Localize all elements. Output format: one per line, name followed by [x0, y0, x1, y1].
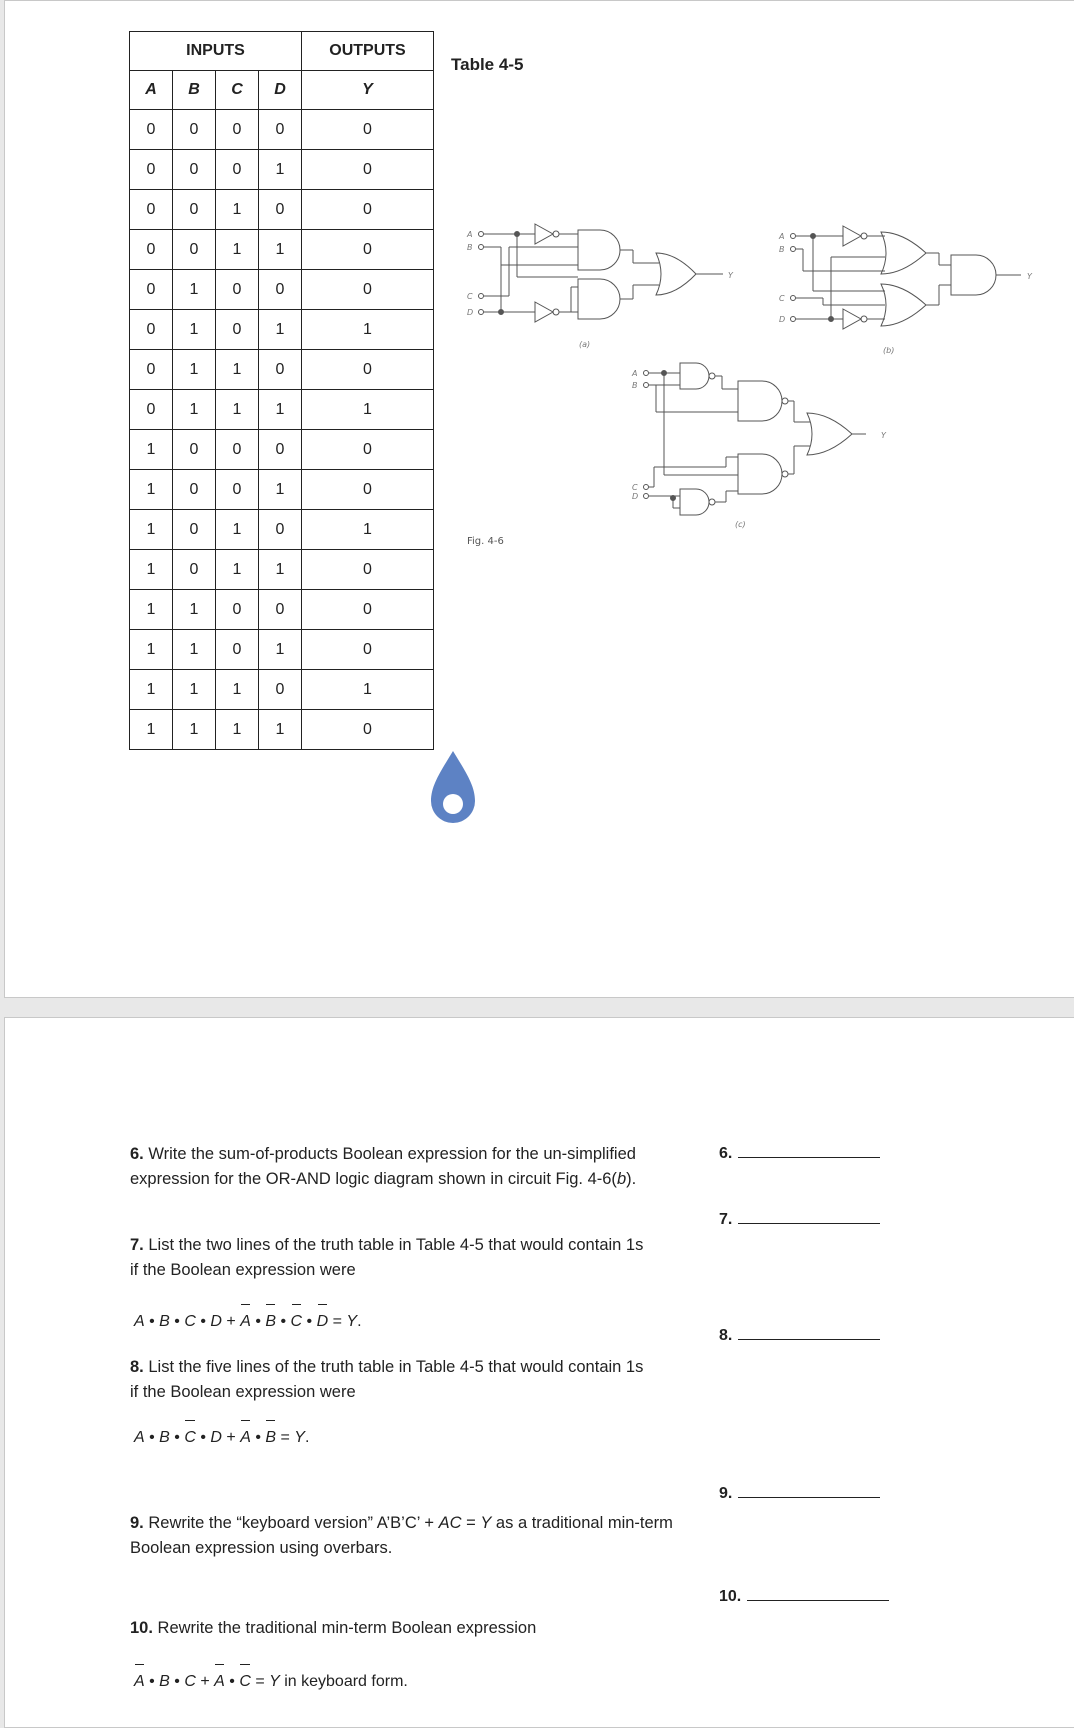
table-row	[130, 270, 434, 310]
circuit-b-label-b: B	[779, 245, 785, 254]
question-6-number: 6.	[130, 1145, 144, 1163]
question-10-number: 10.	[130, 1619, 153, 1637]
table-cell: 0	[259, 270, 302, 310]
table-cell: 1	[216, 710, 259, 750]
expr-q10-term-negated: A	[134, 1673, 145, 1690]
expr-q8-op: •	[250, 1429, 266, 1446]
question-8-number: 8.	[130, 1358, 144, 1376]
expr-q7-term: D	[210, 1313, 222, 1330]
table-cell: 1	[173, 590, 216, 630]
table-cell: 0	[216, 270, 259, 310]
expr-q8-term: A	[134, 1429, 145, 1446]
table-cell: 0	[302, 190, 434, 230]
outputs-header: OUTPUTS	[302, 32, 434, 71]
sub-label-b: (b)	[883, 346, 895, 355]
table-cell: 1	[130, 430, 173, 470]
col-a-header: A	[130, 71, 173, 110]
col-c-header: C	[216, 71, 259, 110]
table-cell: 0	[130, 230, 173, 270]
table-cell: 0	[259, 670, 302, 710]
table-cell: 0	[302, 470, 434, 510]
table-row	[130, 190, 434, 230]
table-cell: 0	[216, 470, 259, 510]
question-10-tail: in keyboard form.	[279, 1673, 408, 1690]
expr-q10-op: •	[144, 1673, 160, 1690]
expression-q8	[134, 1429, 309, 1447]
table-cell: 0	[259, 110, 302, 150]
table-cell: 0	[130, 150, 173, 190]
question-9	[130, 1511, 690, 1561]
table-cell: 0	[259, 590, 302, 630]
answer-8-label: 8.	[719, 1327, 733, 1344]
table-cell: 1	[130, 590, 173, 630]
table-cell: 0	[302, 150, 434, 190]
table-cell: 0	[173, 150, 216, 190]
expr-q7-term: Y	[346, 1313, 358, 1330]
expr-q10-op: •	[224, 1673, 240, 1690]
question-9-text: =	[461, 1514, 481, 1532]
expr-q7-term: C	[184, 1313, 196, 1330]
table-cell: 1	[173, 310, 216, 350]
expr-q8-term: Y	[294, 1429, 305, 1446]
expr-q8-op: •	[169, 1429, 185, 1446]
circuit-a-label-d: D	[467, 308, 474, 317]
table-cell: 0	[130, 270, 173, 310]
table-cell: 1	[216, 390, 259, 430]
table-cell: 1	[173, 670, 216, 710]
table-row	[130, 470, 434, 510]
circuit-c-label-a: A	[632, 369, 638, 378]
expr-q7-op: •	[276, 1313, 291, 1330]
answer-7[interactable]	[719, 1211, 880, 1229]
table-row	[130, 310, 434, 350]
expr-q8-term: D	[210, 1429, 222, 1446]
expr-q8-op: •	[195, 1429, 211, 1446]
worksheet-page-1	[4, 0, 1074, 998]
table-cell: 1	[216, 190, 259, 230]
question-8	[130, 1355, 650, 1405]
expression-q10	[134, 1673, 408, 1691]
circuit-a-label-a: A	[467, 230, 473, 239]
expr-q8-op: •	[144, 1429, 160, 1446]
expr-q8-term-negated: B	[265, 1429, 277, 1446]
question-10-text: Rewrite the traditional min-term Boolean expression	[152, 1619, 537, 1637]
truth-table	[129, 31, 434, 750]
table-cell: 1	[173, 390, 216, 430]
table-cell: 1	[130, 630, 173, 670]
sub-label-a: (a)	[579, 340, 591, 349]
expr-q10-op: =	[250, 1673, 270, 1690]
table-cell: 1	[259, 470, 302, 510]
table-cell: 1	[259, 390, 302, 430]
table-cell: 1	[130, 510, 173, 550]
expr-q8-period: .	[304, 1429, 310, 1446]
question-6-text: Write the sum-of-products Boolean expression for the un-simplified expression for the OR-AND logic diagram shown in circuit Fig. 4-6(	[130, 1145, 636, 1188]
answer-10[interactable]	[719, 1588, 889, 1606]
expr-q8-term: B	[159, 1429, 170, 1446]
question-9-text: as a traditional min-term Boolean expression using overbars.	[130, 1514, 673, 1557]
table-cell: 0	[302, 710, 434, 750]
table-row	[130, 550, 434, 590]
expr-q7-term: A	[134, 1313, 145, 1330]
circuit-a-label-c: C	[467, 292, 473, 301]
circuit-b-label-a: A	[779, 232, 785, 241]
table-cell: 1	[130, 470, 173, 510]
question-9-italic-y: Y	[480, 1514, 492, 1532]
table-cell: 0	[173, 190, 216, 230]
table-cell: 0	[173, 230, 216, 270]
table-cell: 1	[259, 550, 302, 590]
table-row	[130, 350, 434, 390]
table-row	[130, 590, 434, 630]
circuit-c	[644, 363, 867, 515]
question-10	[130, 1616, 650, 1641]
expr-q7-op: •	[144, 1313, 160, 1330]
table-cell: 1	[216, 550, 259, 590]
table-cell: 0	[173, 550, 216, 590]
truth-table-body	[130, 110, 434, 750]
table-cell: 1	[216, 510, 259, 550]
table-cell: 1	[302, 510, 434, 550]
table-cell: 0	[216, 590, 259, 630]
figure-label: Fig. 4-6	[467, 536, 504, 547]
table-caption: Table 4-5	[451, 55, 524, 74]
sub-label-c: (c)	[735, 520, 746, 529]
answer-6-label: 6.	[719, 1145, 733, 1162]
table-cell: 0	[130, 310, 173, 350]
table-cell: 0	[259, 510, 302, 550]
answer-8-blank[interactable]	[738, 1327, 880, 1340]
question-6-italic: b	[616, 1170, 627, 1188]
worksheet-page-2	[4, 1017, 1074, 1728]
expr-q7-term-negated: A	[240, 1313, 251, 1330]
table-cell: 0	[216, 430, 259, 470]
answer-9-blank[interactable]	[738, 1485, 880, 1498]
circuit-b-label-y: Y	[1027, 272, 1032, 281]
expr-q7-op: +	[221, 1313, 241, 1330]
circuit-c-label-d: D	[632, 492, 639, 501]
question-6-tail: ).	[626, 1170, 637, 1188]
table-row	[130, 390, 434, 430]
table-cell: 0	[130, 110, 173, 150]
expr-q10-term: B	[159, 1673, 170, 1690]
table-cell: 0	[216, 110, 259, 150]
table-cell: 0	[173, 430, 216, 470]
expr-q8-term-negated: C	[184, 1429, 196, 1446]
circuit-c-label-b: B	[632, 381, 638, 390]
table-cell: 1	[302, 310, 434, 350]
table-cell: 0	[302, 350, 434, 390]
expr-q7-period: .	[357, 1313, 362, 1330]
table-cell: 0	[302, 270, 434, 310]
circuit-b-label-d: D	[779, 315, 786, 324]
expr-q10-term-negated: A	[214, 1673, 225, 1690]
expr-q8-op: =	[276, 1429, 295, 1446]
table-cell: 0	[130, 190, 173, 230]
table-cell: 1	[302, 670, 434, 710]
answer-10-blank[interactable]	[747, 1588, 889, 1601]
table-row	[130, 710, 434, 750]
circuit-b-label-c: C	[779, 294, 785, 303]
inputs-header: INPUTS	[130, 32, 302, 71]
circuit-a-label-y: Y	[728, 271, 733, 280]
expr-q7-op: •	[195, 1313, 211, 1330]
expr-q7-term-negated: D	[316, 1313, 329, 1330]
table-cell: 0	[302, 230, 434, 270]
expr-q7-op: •	[250, 1313, 266, 1330]
table-cell: 1	[302, 390, 434, 430]
table-row	[130, 630, 434, 670]
answer-7-label: 7.	[719, 1211, 733, 1228]
table-cell: 0	[130, 350, 173, 390]
circuit-c-label-c: C	[632, 483, 638, 492]
expression-q7	[134, 1313, 362, 1331]
table-row	[130, 110, 434, 150]
expr-q7-op: •	[169, 1313, 185, 1330]
table-cell: 0	[302, 110, 434, 150]
expr-q10-op: +	[195, 1673, 215, 1690]
question-7-number: 7.	[130, 1236, 144, 1254]
table-row	[130, 670, 434, 710]
answer-10-label: 10.	[719, 1588, 742, 1605]
question-7	[130, 1233, 650, 1283]
circuit-a-label-b: B	[467, 243, 473, 252]
expr-q10-term: Y	[269, 1673, 280, 1690]
answer-6-blank[interactable]	[738, 1145, 880, 1158]
table-cell: 1	[259, 630, 302, 670]
table-cell: 0	[302, 590, 434, 630]
expr-q7-op: =	[328, 1313, 347, 1330]
table-row	[130, 230, 434, 270]
expr-q8-term-negated: A	[240, 1429, 251, 1446]
expr-q7-term-negated: C	[290, 1313, 303, 1330]
table-cell: 0	[216, 310, 259, 350]
location-pin-icon	[429, 749, 477, 827]
table-cell: 1	[216, 670, 259, 710]
table-cell: 0	[173, 470, 216, 510]
table-cell: 1	[259, 310, 302, 350]
table-cell: 1	[259, 230, 302, 270]
circuit-c-label-y: Y	[881, 431, 886, 440]
expr-q7-op: •	[302, 1313, 317, 1330]
expr-q7-term: B	[159, 1313, 170, 1330]
circuit-b	[791, 226, 1022, 329]
answer-9[interactable]	[719, 1485, 880, 1503]
table-cell: 0	[173, 110, 216, 150]
table-cell: 0	[259, 430, 302, 470]
question-9-number: 9.	[130, 1514, 144, 1532]
question-8-text: List the five lines of the truth table in Table 4-5 that would contain 1s if the Boolean expression were	[130, 1358, 644, 1401]
question-9-italic-ac: AC	[438, 1514, 462, 1532]
question-6	[130, 1142, 650, 1192]
table-cell: 1	[173, 350, 216, 390]
table-cell: 0	[302, 430, 434, 470]
table-row	[130, 430, 434, 470]
circuit-a	[479, 224, 724, 322]
table-cell: 0	[259, 190, 302, 230]
answer-7-blank[interactable]	[738, 1211, 880, 1224]
expr-q10-term: C	[184, 1673, 196, 1690]
answer-8[interactable]	[719, 1327, 880, 1345]
answer-6[interactable]	[719, 1145, 880, 1163]
table-cell: 0	[173, 510, 216, 550]
table-cell: 1	[173, 270, 216, 310]
table-cell: 1	[130, 550, 173, 590]
table-cell: 0	[130, 390, 173, 430]
question-9-text: Rewrite the “keyboard version” A’B’C’ +	[143, 1514, 439, 1532]
answer-9-label: 9.	[719, 1485, 733, 1502]
table-cell: 1	[130, 670, 173, 710]
expr-q10-term-negated: C	[239, 1673, 251, 1690]
col-b-header: B	[173, 71, 216, 110]
table-row	[130, 150, 434, 190]
table-cell: 0	[302, 550, 434, 590]
table-cell: 1	[259, 710, 302, 750]
table-cell: 0	[302, 630, 434, 670]
table-cell: 1	[216, 230, 259, 270]
expr-q7-term-negated: B	[265, 1313, 277, 1330]
table-cell: 0	[259, 350, 302, 390]
col-d-header: D	[259, 71, 302, 110]
table-cell: 0	[216, 150, 259, 190]
logic-diagram-figure	[461, 211, 1041, 551]
table-cell: 1	[259, 150, 302, 190]
table-cell: 1	[173, 710, 216, 750]
question-7-text: List the two lines of the truth table in Table 4-5 that would contain 1s if the Boolean expression were	[130, 1236, 644, 1279]
expr-q8-op: +	[221, 1429, 241, 1446]
table-row	[130, 510, 434, 550]
table-cell: 1	[173, 630, 216, 670]
table-cell: 1	[130, 710, 173, 750]
col-y-header: Y	[302, 71, 434, 110]
table-cell: 1	[216, 350, 259, 390]
table-cell: 0	[216, 630, 259, 670]
expr-q10-op: •	[169, 1673, 185, 1690]
